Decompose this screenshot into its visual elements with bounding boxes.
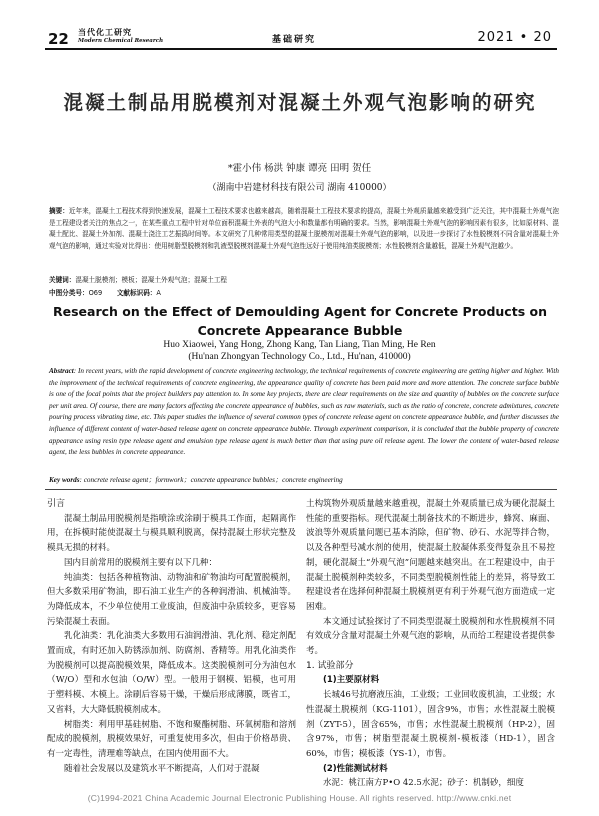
paper-title-en: Research on the Effect of Demoulding Agent for Concrete Products on Concrete Appearance Bubble xyxy=(53,304,547,338)
body-paragraph: 随着社会发展以及建筑水平不断提高，人们对于混凝 xyxy=(64,763,260,774)
body-paragraph: 国内目前常用的脱模剂主要有以下几种： xyxy=(64,557,218,568)
body-column-left xyxy=(47,497,296,776)
classification-cn xyxy=(49,288,559,298)
body-paragraph: 乳化油类：乳化油类大多数用石油润滑油、乳化剂、稳定剂配置而成，有时还加入防锈添加剂、防腐剂、香精等。用乳化油类作为脱模剂可以提高脱模效果，降低成本。这类脱模剂可分为油包水（W/O）型和水包油（O/W）型。一般用于钢模、铝模，也可用于塑料模、木模上。涂刷后容易干燥，干燥后形成薄膜，既省工，又省料，大大降低脱模剂成本。 xyxy=(47,631,296,715)
clc-value: O69 xyxy=(88,289,103,297)
journal-name xyxy=(78,29,163,45)
authors-en: Huo Xiaowei, Yang Hong, Zhong Kang, Tan Liang, Tian Ming, He Ren xyxy=(163,340,436,350)
doc-code-label: 文献标识码： xyxy=(116,289,157,297)
abstract-cn-text: 近年来，混凝土工程技术得到快速发展，混凝土工程技术要求也越来越高，随着混凝土工程技术要求的提高，混凝土外观质量越来越受到广泛关注，其中混凝土外观气泡是工程建设者关注的焦点之一，在某些重点工程中针对单位面积混凝土外表的气泡大小和数量都有明确的要求。当然，影响混凝土外观气泡的影响因素有很多，比如原材料、混凝土配比、混凝土外加剂、混凝土浇注工艺振捣时间等。本文研究了几种常用类型的混凝土脱模剂对混凝土外观气泡的影响，以及进一步探讨了水性脱模剂不同含量对混凝土外观气泡的影响，通过实验对比得出：使用树脂型脱模剂和乳液型脱模剂混凝土外观气泡性远好于使用纯油类脱模剂；水性脱模剂含量越低，混凝土外观气泡越少。 xyxy=(49,207,560,250)
test-paragraph: 水泥：桃江南方P•O 42.5水泥；砂子：机制砂，细度 xyxy=(323,778,524,789)
journal-name-en: Modern Chemical Research xyxy=(78,38,164,44)
subsection-heading: (2)性能测试材料 xyxy=(323,763,388,774)
abstract-en xyxy=(49,366,559,459)
doc-code-value: A xyxy=(156,289,161,297)
affiliation-en: (Hu'nan Zhongyan Technology Co., Ltd., Hu'nan, 410000) xyxy=(188,352,411,362)
subsection-heading: (1)主要原材料 xyxy=(323,675,380,686)
journal-name-cn: 当代化工研究 xyxy=(78,28,132,37)
abstract-cn xyxy=(49,206,559,252)
intro-heading: 引言 xyxy=(47,499,66,509)
keywords-en xyxy=(49,475,559,485)
materials-paragraph: 长城46号抗磨液压油，工业级；工业回收废机油，工业级；水性混凝土脱模剂（KG-1101），固含9%，市售；水性混凝土脱模剂（ZYT-5），固含65%，市售；水性混凝土脱模剂（HP-2），固含97%，市售；树脂型混凝土脱模剂-模板漆（HD-1），固含60%，市售；模板漆（YS-1），市售。 xyxy=(306,690,555,759)
section-heading: 1. 试验部分 xyxy=(306,660,354,671)
paper-title-cn: 混凝土制品用脱模剂对混凝土外观气泡影响的研究 xyxy=(63,91,537,114)
keywords-cn-text: 混凝土脱模剂；模板；混凝土外观气泡；混凝土工程 xyxy=(75,276,228,284)
body-column-right xyxy=(306,497,555,791)
abstract-en-label: Abstract xyxy=(49,367,74,375)
body-paragraph: 本文通过试验探讨了不同类型混凝土脱模剂和水性脱模剂不同有效成分含量对混凝土外观气泡的影响，从而给工程建设者提供参考。 xyxy=(306,616,555,657)
abstract-cn-label: 摘要： xyxy=(49,207,69,215)
copyright-footer: (C)1994-2021 China Academic Journal Electronic Publishing House. All rights reserved. http://www.cnki.net xyxy=(87,793,512,803)
clc-label: 中图分类号： xyxy=(49,289,89,297)
authors-cn: *霍小伟 杨洪 钟康 谭亮 田明 贺任 xyxy=(227,163,372,174)
body-paragraph: 土构筑物外观质量越来越重视，混凝土外观质量已成为硬化混凝土性能的重要指标。现代混凝土制备技术的不断进步，蜂窝、麻面、波浪等外观质量问题已基本消除，但矿物、砂石、水泥等拌合物，以及各种型号减水剂的使用，使混凝土胶凝体系变得复杂且不易控制，硬化混凝土“外观气泡”问题越来越突出。在工程建设中，由于混凝土脱模剂种类较多，不同类型脱模剂性能上的差异，将导致工程建设者在选择何种混凝土脱模剂更有利于外观气泡方面造成一定困难。 xyxy=(306,499,555,612)
section-label: 基础研究 xyxy=(272,35,317,45)
keywords-cn xyxy=(49,275,559,285)
page-number: 22 xyxy=(48,30,69,48)
body-paragraph: 纯油类：包括各种植物油、动物油和矿物油均可配置脱模剂，但大多数采用矿物油，即石油工业生产的各种润滑油、机械油等。为降低成本，不少单位使用工业废油，但废油中杂质较多，更容易污染混凝土表面。 xyxy=(47,572,296,627)
body-paragraph: 混凝土制品用脱模剂是指喷涂或涂刷于模具工作面，起隔离作用，在拆模时能使混凝土与模具顺利脱离，保持混凝土形状完整及模具无损的材料。 xyxy=(47,513,296,554)
affiliation-cn: （湖南中岩建材科技有限公司 湖南 410000） xyxy=(207,183,392,193)
keywords-en-text: : concrete release agent；formwork；concrete appearance bubbles；concrete engineering xyxy=(79,476,343,484)
keywords-cn-label: 关键词： xyxy=(49,276,76,284)
issue-label: 2021 • 20 xyxy=(477,30,552,45)
header-rule xyxy=(45,48,557,50)
abstract-en-text: : In recent years, with the rapid development of concrete engineering technology, the technical requirements of concrete engineering are getting higher and higher. With the improvement of the technical requirements of concrete engineering, the appearance quality of concrete has been paid more and more attention. The concrete surface bubble is one of the focal points that the project builders pay attention to. In some key projects, there are clear requirements on the size and quantity of bubbles on the concrete surface per unit area. Of course, there are many factors affecting the concrete appearance of bubbles, such as raw materials, such as the ratio of concrete, concrete admixtures, concrete pouring process vibrating time, etc. This paper studies the influence of several common types of concrete release agent on concrete appearance bubble, and further discusses the influence of different content of water-based release agent on concrete appearance bubble. Through experiment comparison, it is concluded that the bubble property of concrete appearance using resin type release agent and emulsion type release agent is much better than that using pure oil release agent. The lower the content of water-based release agent, the less bubbles in concrete appearance. xyxy=(49,367,559,457)
keywords-en-label: Key words xyxy=(49,476,80,484)
section-rule xyxy=(45,489,557,490)
body-paragraph: 树脂类：利用甲基硅树脂、不饱和聚酯树脂、环氧树脂和溶剂配成的脱模剂，脱模效果好，可重复使用多次，但由于价格昂贵、有一定毒性，清理难等缺点，在国内使用面不大。 xyxy=(47,719,296,759)
